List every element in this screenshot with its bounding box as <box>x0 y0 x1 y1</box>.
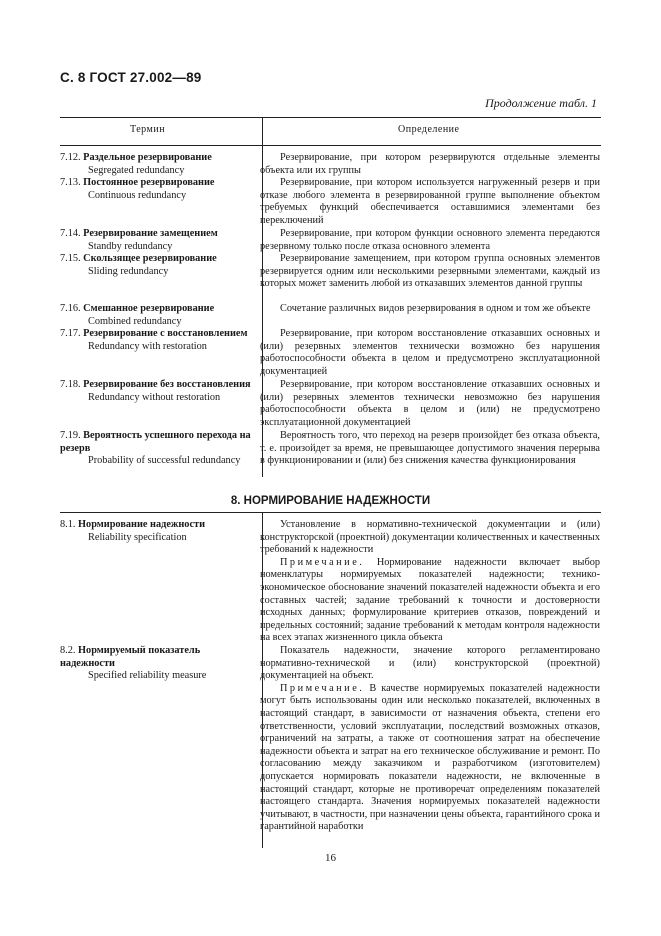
page-number: 16 <box>325 852 336 864</box>
term-7-18: 7.18. Резервирование без восстановления Redundancy without restoration <box>60 379 251 403</box>
definition-7-13: Резервирование, при котором используется нагруженный резерв и при отказе любого элемента в резервированной группе выполнение объектом требуемых функций обеспечивается оставшимися элементами без переключений <box>260 177 600 226</box>
definition-8-2: Показатель надежности, значение которого регламентировано нормативно-технической и (или) конструкторской (проектной) документацией на объект. Примечание. В качестве нормируемых показателей надежности могут быть использованы один или несколько показателей, включенных в настоящий стандарт, в зависимости от назначения объекта, степени его ответственности, условий эксплуатации, последствий возможных отказов, ограничений на затраты, а также от соотношения затрат на обеспечение надежности объекта и затрат на его техническое обслуживание и ремонт. По согласованию между заказчиком и разработчиком (изготовителем) допускается нормировать показатели надежности, не включенные в настоящий стандарт, которые не противоречат определениям показателей настоящего стандарта. Значения нормируемых показателей надежности учитывают, в частности, при назначении цены объекта, гарантийного срока и гарантийной наработки <box>260 645 600 833</box>
term-7-14: 7.14. Резервирование замещением Standby redundancy <box>60 228 218 252</box>
table-header-rule <box>60 145 601 146</box>
definition-7-18: Резервирование, при котором восстановление отказавших основных и (или) резервных элементов технически невозможно без нарушения работоспособности объекта в целом и (или) не предусмотрено эксплуатационной документацией <box>260 379 600 428</box>
term-7-13: 7.13. Постоянное резервирование Continuous redundancy <box>60 177 215 201</box>
definition-8-1: Установление в нормативно-технической документации и (или) конструкторской (проектной) документации количественных и качественных требований к надежности Примечание. Нормирование надежности включает выбор номенклатуры нормируемых показателей надежности; технико-экономическое обоснование значений показателей надежности объекта и его составных частей; задание требований к точности и достоверности исходных данных; формулирование критериев отказов, повреждений и предельных состояний; задание требований к методам контроля надежности на всех этапах жизненного цикла объекта <box>260 519 600 644</box>
table-continuation-label: Продолжение табл. 1 <box>485 96 597 110</box>
term-7-17: 7.17. Резервирование с восстановлением Redundancy with restoration <box>60 328 248 352</box>
term-8-2: 8.2. Нормируемый показатель надежности Specified reliability measure <box>60 645 207 682</box>
definition-7-16: Сочетание различных видов резервирования в одном и том же объекте <box>280 303 591 314</box>
term-7-12: 7.12. Раздельное резервирование Segregated redundancy <box>60 152 212 176</box>
document-header: С. 8 ГОСТ 27.002—89 <box>60 70 202 85</box>
term-7-19: 7.19. Вероятность успешного перехода на резерв Probability of successful redundancy <box>60 430 251 467</box>
term-7-15: 7.15. Скользящее резервирование Sliding redundancy <box>60 253 217 277</box>
section-title: 8. НОРМИРОВАНИЕ НАДЕЖНОСТИ <box>230 495 431 507</box>
definition-7-17: Резервирование, при котором восстановление отказавших основных и (или) резервных элементов технически возможно без нарушения работоспособности объекта в целом и предусмотрено эксплуатационной документацией <box>260 328 600 377</box>
definition-7-19: Вероятность того, что переход на резерв произойдет без отказа объекта, т. е. произойдет за время, не превышающее допустимого значения перерыва в функционировании и (или) без снижения качества функционирования <box>260 430 600 467</box>
table-top-rule <box>60 117 601 118</box>
note-label: Примечание. <box>280 556 365 568</box>
definition-7-12: Резервирование, при котором резервируются отдельные элементы объекта или их группы <box>260 152 600 176</box>
term-8-1: 8.1. Нормирование надежности Reliability specification <box>60 519 206 543</box>
column-header-term: Термин <box>130 124 166 135</box>
definition-7-14: Резервирование, при котором функции основного элемента передаются резервному только после отказа основного элемента <box>260 228 600 252</box>
term-7-16: 7.16. Смешанное резервирование Combined redundancy <box>60 303 215 327</box>
definition-7-15: Резервирование замещением, при котором группа основных элементов резервируется одним или несколькими резервными элементами, каждый из которых может заменить любой из отказавших элементов данной группы <box>260 253 600 290</box>
section8-top-rule <box>60 512 601 513</box>
note-label: Примечание. <box>280 682 365 694</box>
column-header-definition: Определение <box>398 124 460 135</box>
